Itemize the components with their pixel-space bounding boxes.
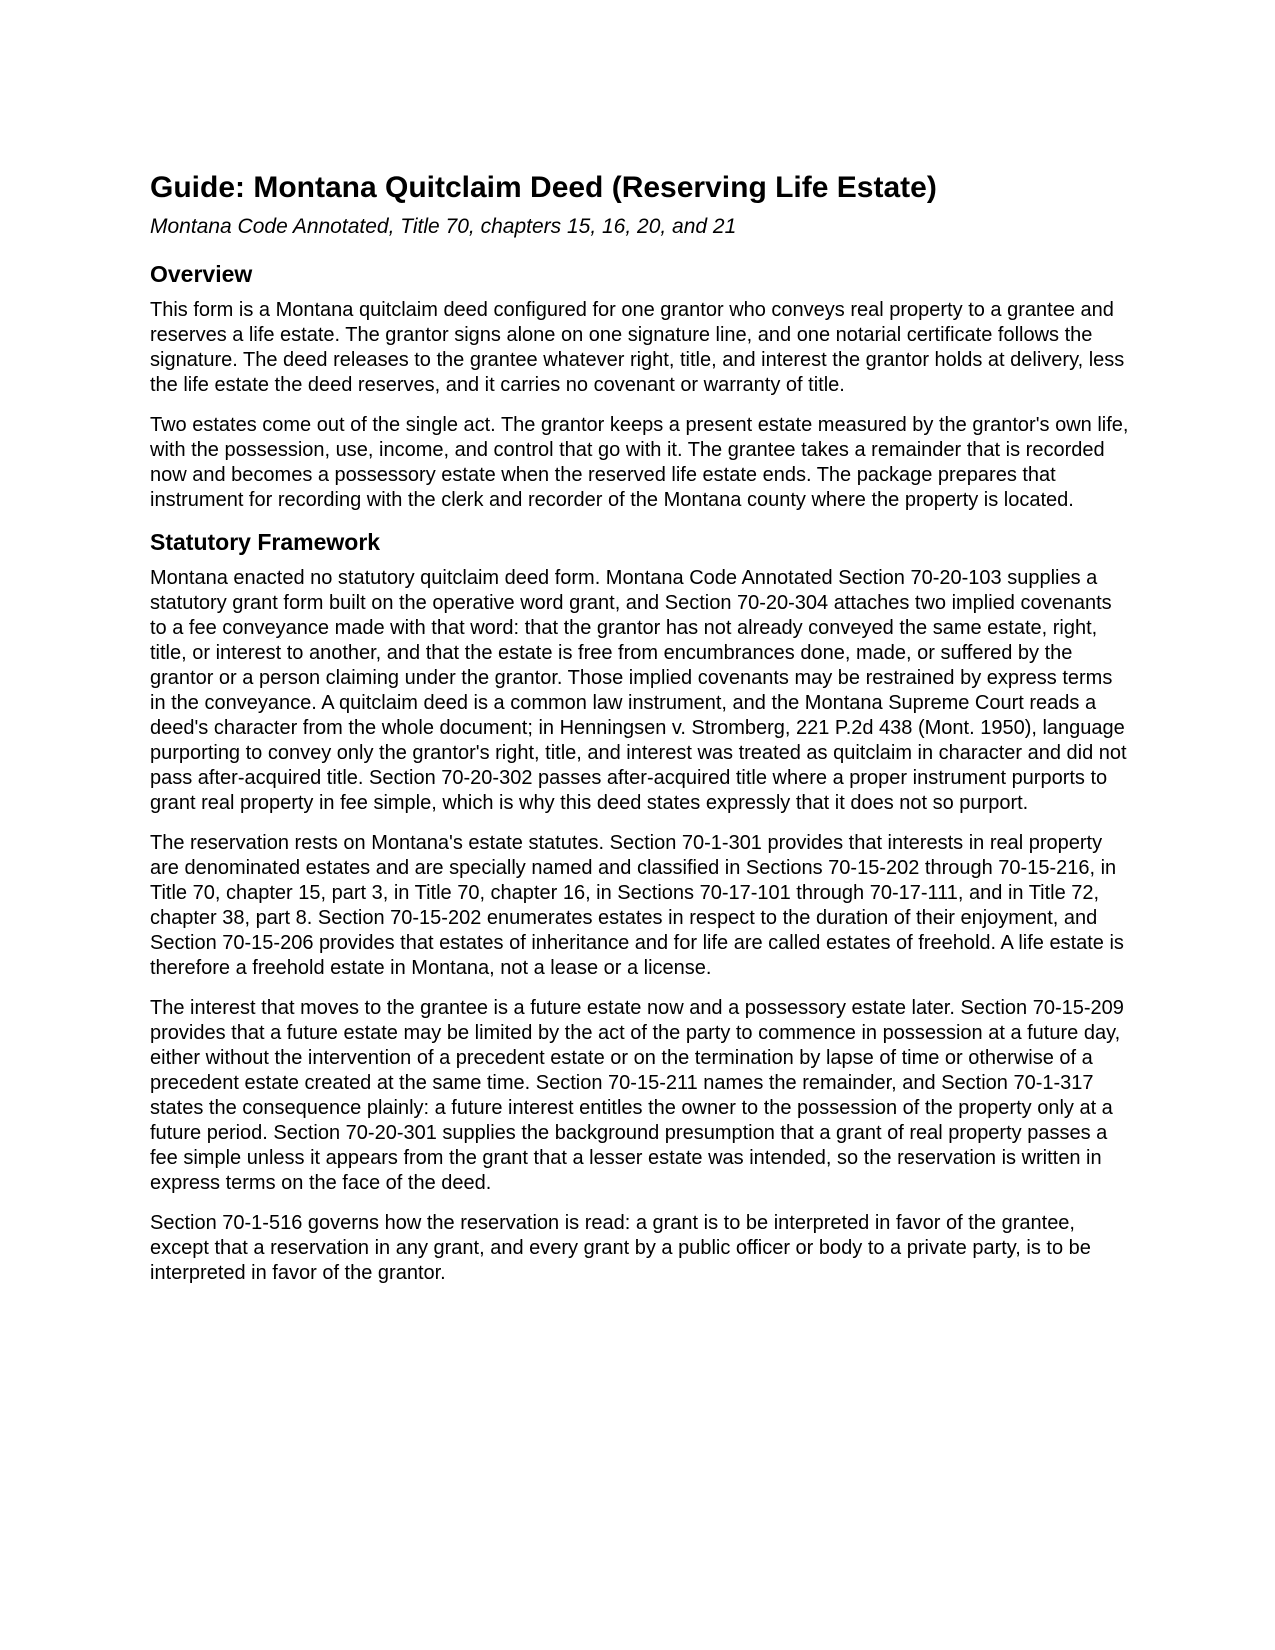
- paragraph: Montana enacted no statutory quitclaim deed form. Montana Code Annotated Section 70-20-103 supplies a statutory grant form built on the operative word grant, and Section 70-20-304 attaches two implied covenants to a fee conveyance made with that word: that the grantor has not already conveyed the same estate, right, title, or interest to another, and that the estate is free from encumbrances done, made, or suffered by the grantor or a person claiming under the grantor. Those implied covenants may be restrained by express terms in the conveyance. A quitclaim deed is a common law instrument, and the Montana Supreme Court reads a deed's character from the whole document; in Henningsen v. Stromberg, 221 P.2d 438 (Mont. 1950), language purporting to convey only the grantor's right, title, and interest was treated as quitclaim in character and did not pass after-acquired title. Section 70-20-302 passes after-acquired title where a proper instrument purports to grant real property in fee simple, which is why this deed states expressly that it does not so purport.: [150, 567, 1127, 814]
- paragraph: Two estates come out of the single act. The grantor keeps a present estate measured by the grantor's own life, with the possession, use, income, and control that go with it. The grantee takes a remainder that is recorded now and becomes a possessory estate when the reserved life estate ends. The package prepares that instrument for recording with the clerk and recorder of the Montana county where the property is located.: [150, 414, 1129, 511]
- section-heading: Overview: [150, 261, 253, 287]
- document-page: [150, 170, 1130, 1301]
- paragraph: The interest that moves to the grantee is a future estate now and a possessory estate later. Section 70-15-209 provides that a future estate may be limited by the act of the party to commence in possession at a future day, either without the intervention of a precedent estate or on the termination by lapse of time or otherwise of a precedent estate created at the same time. Section 70-15-211 names the remainder, and Section 70-1-317 states the consequence plainly: a future interest entitles the owner to the possession of the property only at a future period. Section 70-20-301 supplies the background presumption that a grant of real property passes a fee simple unless it appears from the grant that a lesser estate was intended, so the reservation is written in express terms on the face of the deed.: [150, 997, 1124, 1194]
- paragraph: Section 70-1-516 governs how the reservation is read: a grant is to be interpreted in favor of the grantee, except that a reservation in any grant, and every grant by a public officer or body to a private party, is to be interpreted in favor of the grantor.: [150, 1212, 1091, 1284]
- section-overview: [150, 260, 1130, 513]
- paragraph: The reservation rests on Montana's estate statutes. Section 70-1-301 provides that interests in real property are denominated estates and are specially named and classified in Sections 70-15-202 through 70-15-216, in Title 70, chapter 15, part 3, in Title 70, chapter 16, in Sections 70-17-101 through 70-17-111, and in Title 72, chapter 38, part 8. Section 70-15-202 enumerates estates in respect to the duration of their enjoyment, and Section 70-15-206 provides that estates of inheritance and for life are called estates of freehold. A life estate is therefore a freehold estate in Montana, not a lease or a license.: [150, 832, 1124, 979]
- document-title: Guide: Montana Quitclaim Deed (Reserving Life Estate): [150, 171, 937, 204]
- section-heading: Statutory Framework: [150, 529, 381, 555]
- paragraph: This form is a Montana quitclaim deed configured for one grantor who conveys real property to a grantee and reserves a life estate. The grantor signs alone on one signature line, and one notarial certificate follows the signature. The deed releases to the grantee whatever right, title, and interest the grantor holds at delivery, less the life estate the deed reserves, and it carries no covenant or warranty of title.: [150, 299, 1125, 396]
- document-subtitle: Montana Code Annotated, Title 70, chapters 15, 16, 20, and 21: [150, 215, 737, 238]
- section-statutory-framework: [150, 528, 1130, 1286]
